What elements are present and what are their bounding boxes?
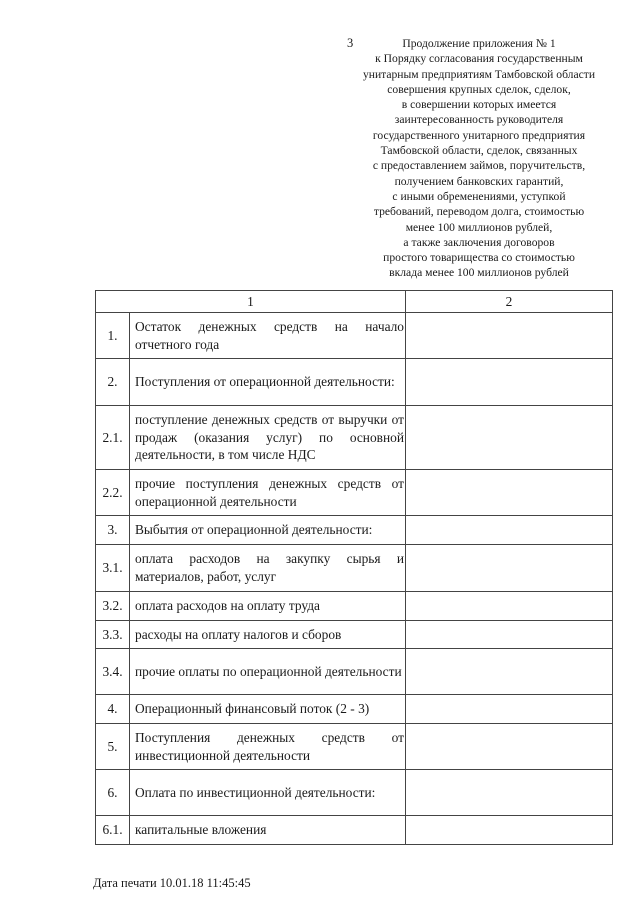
row-number: 3.4.	[96, 649, 130, 695]
table-row	[96, 621, 613, 649]
row-number: 3.2.	[96, 592, 130, 621]
appendix-header	[340, 36, 618, 281]
header-line: Продолжение приложения № 1	[402, 37, 556, 50]
table-row	[96, 649, 613, 695]
header-line: простого товарищества со стоимостью	[383, 251, 575, 265]
table-row	[96, 695, 613, 724]
row-value-cell	[406, 621, 613, 649]
row-number: 3.	[96, 516, 130, 545]
table-row	[96, 406, 613, 470]
table-header-row	[96, 291, 613, 313]
header-line: к Порядку согласования государственным	[375, 52, 583, 66]
row-value-cell	[406, 592, 613, 621]
header-line: заинтересованность руководителя	[394, 113, 564, 127]
row-label: оплата расходов на оплату труда	[130, 592, 406, 621]
row-value-cell	[406, 406, 613, 470]
row-label: Поступления денежных средств от инвестиционной деятельности	[130, 724, 406, 770]
row-label: капитальные вложения	[130, 816, 406, 845]
row-value-cell	[406, 545, 613, 592]
row-value-cell	[406, 816, 613, 845]
page-number: 3	[347, 36, 354, 50]
row-value-cell	[406, 695, 613, 724]
header-line: унитарным предприятиям Тамбовской области	[362, 67, 596, 81]
column-header: 1	[96, 291, 406, 313]
header-line: в совершении которых имеется	[401, 98, 557, 112]
row-label: прочие поступления денежных средств от операционной деятельности	[130, 470, 406, 516]
header-line: государственного унитарного предприятия	[372, 128, 586, 142]
row-label: оплата расходов на закупку сырья и материалов, работ, услуг	[130, 545, 406, 592]
header-line: вклада менее 100 миллионов рублей	[389, 266, 569, 280]
table-row	[96, 592, 613, 621]
row-number: 4.	[96, 695, 130, 724]
row-number: 3.1.	[96, 545, 130, 592]
header-line: а также заключения договоров	[403, 235, 555, 249]
table-row	[96, 770, 613, 816]
row-number: 6.	[96, 770, 130, 816]
row-number: 5.	[96, 724, 130, 770]
row-number: 2.	[96, 359, 130, 406]
row-number: 1.	[96, 313, 130, 359]
row-value-cell	[406, 770, 613, 816]
row-value-cell	[406, 470, 613, 516]
row-value-cell	[406, 359, 613, 406]
header-line: требований, переводом долга, стоимостью	[373, 205, 585, 219]
header-line: Тамбовской области, сделок, связанных	[380, 144, 578, 158]
row-label: Выбытия от операционной деятельности:	[130, 516, 406, 545]
row-label: расходы на оплату налогов и сборов	[130, 621, 406, 649]
header-line: получением банковских гарантий,	[394, 174, 564, 188]
column-header: 2	[406, 291, 613, 313]
row-value-cell	[406, 516, 613, 545]
table-row	[96, 359, 613, 406]
cash-flow-table	[95, 290, 613, 845]
header-line: менее 100 миллионов рублей,	[405, 220, 553, 234]
row-number: 6.1.	[96, 816, 130, 845]
table-row	[96, 470, 613, 516]
row-number: 2.1.	[96, 406, 130, 470]
row-label: поступление денежных средств от выручки от продаж (оказания услуг) по основной деятельности, в том числе НДС	[130, 406, 406, 470]
header-line: совершения крупных сделок, сделок,	[387, 82, 571, 96]
row-value-cell	[406, 313, 613, 359]
table-row	[96, 816, 613, 845]
row-label: прочие оплаты по операционной деятельности	[130, 649, 406, 695]
row-number: 2.2.	[96, 470, 130, 516]
row-label: Оплата по инвестиционной деятельности:	[130, 770, 406, 816]
header-line: с иными обременениями, уступкой	[392, 189, 566, 203]
row-label: Остаток денежных средств на начало отчетного года	[130, 313, 406, 359]
table-row	[96, 545, 613, 592]
header-line: с предоставлением займов, поручительств,	[372, 159, 586, 173]
row-label: Операционный финансовый поток (2 - 3)	[130, 695, 406, 724]
table-row	[96, 516, 613, 545]
row-number: 3.3.	[96, 621, 130, 649]
print-date: Дата печати 10.01.18 11:45:45	[93, 876, 251, 890]
row-value-cell	[406, 724, 613, 770]
table-row	[96, 313, 613, 359]
table-row	[96, 724, 613, 770]
row-value-cell	[406, 649, 613, 695]
row-label: Поступления от операционной деятельности:	[130, 359, 406, 406]
